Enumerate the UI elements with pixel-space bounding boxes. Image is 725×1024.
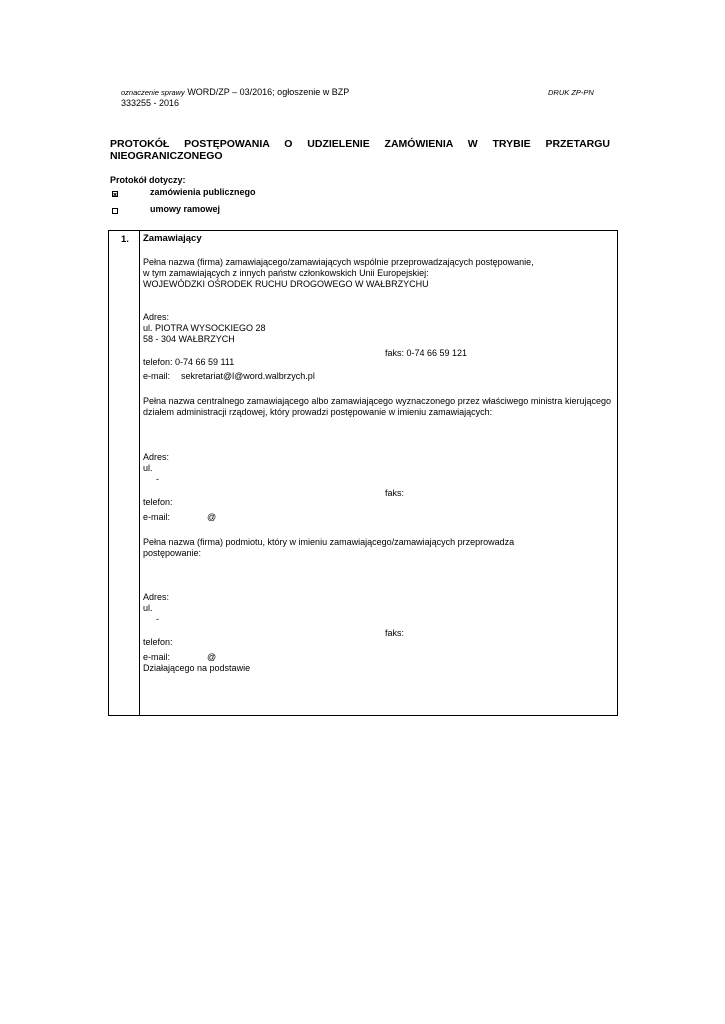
block3-postal-city: - xyxy=(156,614,159,624)
block3-desc-line2: postępowanie: xyxy=(143,548,202,558)
checked-box-icon xyxy=(112,191,118,197)
block2-street: ul. xyxy=(143,463,153,473)
column-divider xyxy=(139,230,140,716)
form-code: DRUK ZP-PN xyxy=(548,88,594,97)
block3-street: ul. xyxy=(143,603,153,613)
block1-phone: telefon: 0-74 66 59 111 xyxy=(143,357,235,367)
block1-desc-line1: Pełna nazwa (firma) zamawiającego/zamawiających wspólnie przeprowadzających postępowanie, xyxy=(143,257,534,267)
block1-postal-city: 58 - 304 WAŁBRZYCH xyxy=(143,334,235,344)
block3-phone: telefon: xyxy=(143,637,173,647)
block1-address xyxy=(143,312,611,345)
section-heading: Zamawiający xyxy=(143,233,202,244)
block3-fax: faks: xyxy=(385,628,405,638)
block3-basis: Działającego na podstawie xyxy=(143,663,251,673)
checkbox-framework-agreement[interactable] xyxy=(112,206,118,217)
block1-desc-line2: w tym zamawiających z innych państw członkowskich Unii Europejskiej: xyxy=(143,268,429,278)
block1-description xyxy=(143,257,611,290)
block1-email: sekretariat@l@word.walbrzych.pl xyxy=(181,371,315,381)
case-reference xyxy=(121,87,421,109)
block2-description: Pełna nazwa centralnego zamawiającego albo zamawiającego wyznaczonego przez właściwego ministra kierującego działem administracji rządowej, który prowadzi postępowanie w imieniu zamawiających: xyxy=(143,396,611,417)
option-framework-agreement: umowy ramowej xyxy=(150,204,221,214)
block3-email-label: e-mail: xyxy=(143,652,171,662)
block1-address-label: Adres: xyxy=(143,312,170,322)
block2-address-label: Adres: xyxy=(143,452,170,462)
section-number: 1. xyxy=(121,234,129,245)
block3-email: @ xyxy=(207,652,217,662)
checkbox-public-procurement[interactable] xyxy=(112,189,118,200)
block2-email-label: e-mail: xyxy=(143,512,171,522)
block3-desc-line1: Pełna nazwa (firma) podmiotu, który w imieniu zamawiającego/zamawiających przeprowadza xyxy=(143,537,515,547)
case-text-line2: 333255 - 2016 xyxy=(121,98,180,108)
block1-name: WOJEWÓDZKI OŚRODEK RUCHU DROGOWEGO W WAŁBRZYCHU xyxy=(143,279,429,289)
block2-postal-city: - xyxy=(156,474,159,484)
case-label: oznaczenie sprawy xyxy=(121,88,185,97)
case-text: WORD/ZP – 03/2016; ogłoszenie w BZP xyxy=(187,87,350,97)
block1-email-label: e-mail: xyxy=(143,371,171,381)
block3-address xyxy=(143,592,611,625)
protocol-label: Protokół dotyczy: xyxy=(110,175,186,185)
block2-email: @ xyxy=(207,512,217,522)
block2-fax: faks: xyxy=(385,488,405,498)
document-title: PROTOKÓŁ POSTĘPOWANIA O UDZIELENIE ZAMÓWIENIA W TRYBIE PRZETARGU xyxy=(110,138,610,150)
document-title-line2: NIEOGRANICZONEGO xyxy=(110,150,223,162)
option-public-procurement: zamówienia publicznego xyxy=(150,187,256,197)
block1-fax: faks: 0-74 66 59 121 xyxy=(385,348,468,358)
block2-address xyxy=(143,452,611,485)
block3-address-label: Adres: xyxy=(143,592,170,602)
empty-box-icon xyxy=(112,208,118,214)
block3-description xyxy=(143,537,611,559)
block1-street: ul. PIOTRA WYSOCKIEGO 28 xyxy=(143,323,266,333)
block2-phone: telefon: xyxy=(143,497,173,507)
